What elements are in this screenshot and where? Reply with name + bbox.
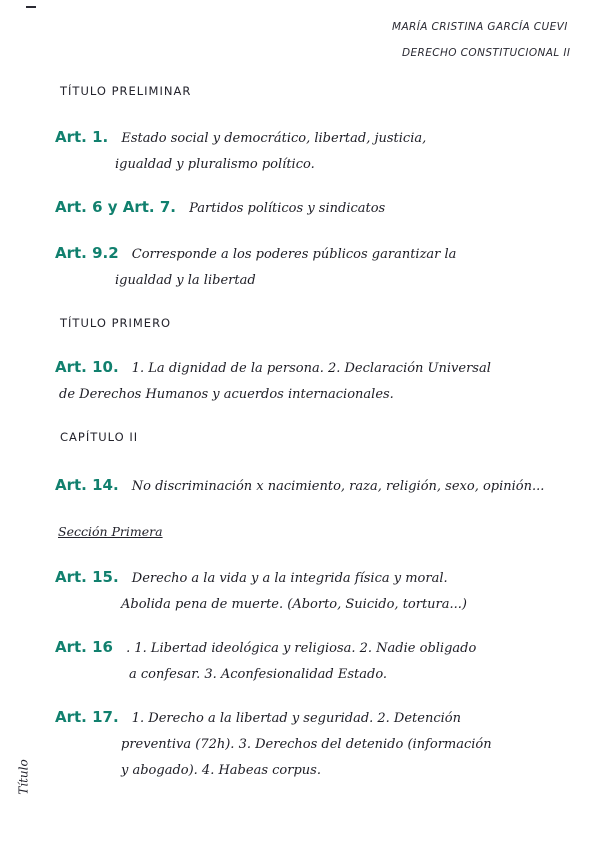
article-label: Art. 15.	[55, 568, 119, 586]
article-1	[55, 126, 575, 178]
article-label: Art. 14.	[55, 476, 119, 494]
article-line: 1. Derecho a la libertad y seguridad. 2. Detención	[131, 711, 461, 726]
author-name: MARÍA CRISTINA GARCÍA CUEVI	[392, 21, 568, 33]
article-line: igualdad y pluralismo político.	[115, 157, 315, 172]
article-label: Art. 6 y Art. 7.	[55, 198, 176, 216]
article-label: Art. 9.2	[55, 244, 119, 262]
article-16	[55, 636, 575, 688]
article-17	[55, 706, 575, 784]
subsection-title: Sección Primera	[58, 524, 163, 539]
article-6-7	[55, 196, 575, 222]
article-14	[55, 474, 575, 500]
article-line: No discriminación x nacimiento, raza, religión, sexo, opinión...	[131, 479, 545, 494]
article-15	[55, 566, 575, 618]
article-line: igualdad y la libertad	[115, 273, 256, 288]
article-label: Art. 1.	[55, 128, 109, 146]
article-10	[55, 356, 575, 408]
article-line: Abolida pena de muerte. (Aborto, Suicido, tortura...)	[121, 597, 467, 612]
chapter-title: CAPÍTULO II	[60, 430, 139, 444]
article-line: Estado social y democrático, libertad, justicia,	[121, 131, 427, 146]
article-line: preventiva (72h). 3. Derechos del detenido (información	[121, 737, 492, 752]
pen-mark	[26, 6, 36, 8]
margin-note: Título	[16, 759, 31, 795]
article-label: Art. 10.	[55, 358, 119, 376]
subject-name: DERECHO CONSTITUCIONAL II	[402, 47, 571, 59]
article-line: Corresponde a los poderes públicos garantizar la	[131, 247, 457, 262]
article-line: Partidos políticos y sindicatos	[189, 201, 386, 216]
article-line: y abogado). 4. Habeas corpus.	[121, 763, 321, 778]
section-title-primero: TÍTULO PRIMERO	[60, 316, 172, 330]
article-line: a confesar. 3. Aconfesionalidad Estado.	[129, 667, 388, 682]
article-line: de Derechos Humanos y acuerdos internacionales.	[59, 387, 394, 402]
article-line: Derecho a la vida y a la integrida física y moral.	[131, 571, 448, 586]
article-line: 1. La dignidad de la persona. 2. Declaración Universal	[131, 361, 491, 376]
article-9-2	[55, 242, 575, 294]
article-line: . 1. Libertad ideológica y religiosa. 2. Nadie obligado	[126, 641, 477, 656]
article-label: Art. 17.	[55, 708, 119, 726]
article-label: Art. 16	[55, 638, 113, 656]
section-title-preliminar: TÍTULO PRELIMINAR	[60, 84, 192, 98]
document-header	[392, 14, 592, 66]
